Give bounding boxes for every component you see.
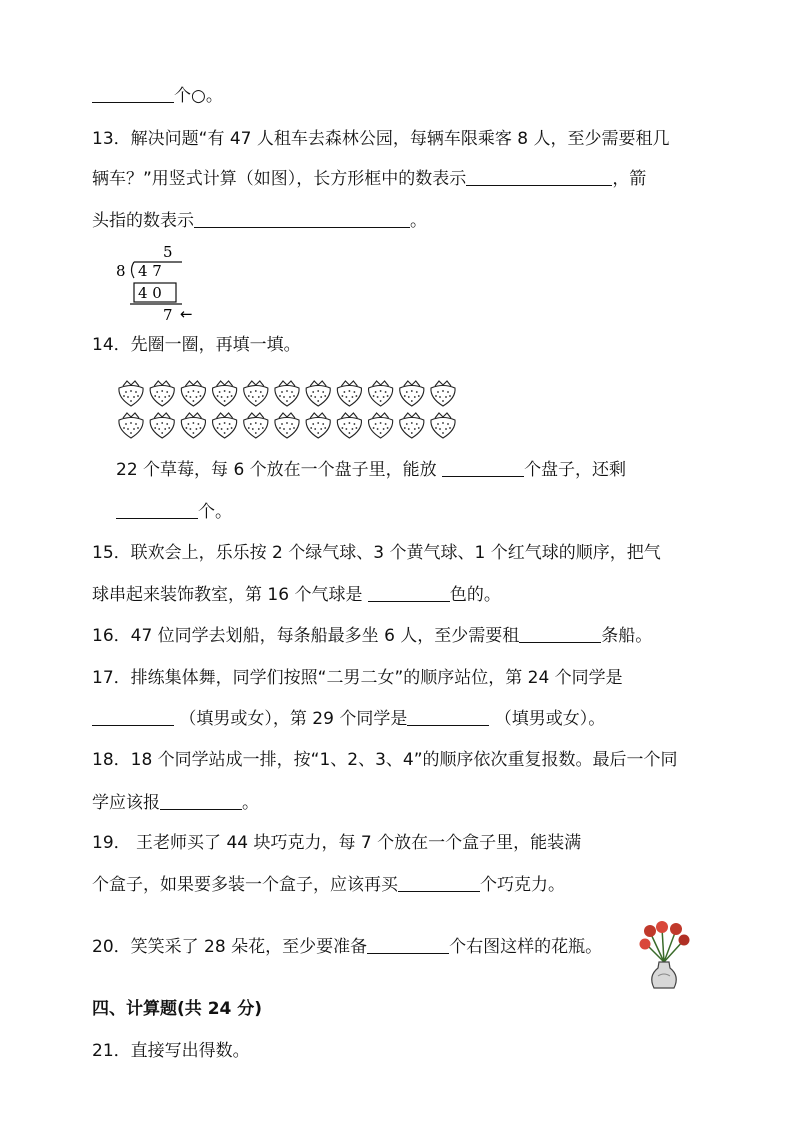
strawberry-icon bbox=[244, 381, 268, 406]
q15-line2-text-b: 色的。 bbox=[449, 585, 501, 605]
q19-line2-text-b: 个巧克力。 bbox=[480, 875, 565, 895]
division-quotient: 5 bbox=[163, 243, 173, 261]
q17-line2-text-b: （填男或女）。 bbox=[489, 709, 606, 729]
q13-line2-text-a: 辆车？”用竖式计算（如图），长方形框中的数表示 bbox=[92, 169, 467, 189]
q13-box-meaning-blank[interactable] bbox=[466, 167, 612, 186]
q16-line1-text-b: 条船。 bbox=[601, 626, 653, 646]
flower-bloom bbox=[644, 925, 656, 937]
division-bracket-curve bbox=[132, 262, 135, 278]
strawberry-icon bbox=[275, 413, 299, 438]
q15-color-blank[interactable] bbox=[368, 583, 450, 602]
flower-bloom bbox=[670, 923, 682, 935]
strawberry-icon bbox=[213, 381, 237, 406]
q20-line1 bbox=[92, 935, 602, 959]
strawberry-icon bbox=[150, 413, 174, 438]
q14-plates-blank[interactable] bbox=[442, 458, 524, 477]
section-4-title: 四、计算题(共 24 分) bbox=[92, 999, 263, 1019]
strawberry-icon bbox=[369, 413, 393, 438]
q12-tail-line bbox=[92, 84, 223, 108]
q13-line3-text-b: 。 bbox=[410, 211, 427, 231]
q20-line1-text-b: 个右图这样的花瓶。 bbox=[449, 937, 603, 957]
strawberry-icon bbox=[431, 381, 455, 406]
q17-line2-text-a: （填男或女），第 29 个同学是 bbox=[174, 709, 408, 729]
q17-24th-blank[interactable] bbox=[92, 707, 174, 726]
strawberry-icon bbox=[181, 413, 205, 438]
strawberry-icon bbox=[400, 413, 424, 438]
q19-line2-text-a: 个盒子，如果要多装一个盒子，应该再买 bbox=[92, 875, 398, 895]
flower-bloom bbox=[679, 935, 690, 946]
q20-line1-text-a: 20．笑笑采了 28 朵花，至少要准备 bbox=[92, 937, 368, 957]
q12-tail-text: 个○。 bbox=[174, 86, 223, 106]
strawberry-icon bbox=[244, 413, 268, 438]
strawberry-icon bbox=[306, 381, 330, 406]
strawberry-icon bbox=[400, 381, 424, 406]
strawberry-icon bbox=[337, 413, 361, 438]
division-product: 4 0 bbox=[138, 284, 162, 302]
strawberry-icon bbox=[181, 381, 205, 406]
q13-line3 bbox=[92, 209, 427, 233]
q20-vases-blank[interactable] bbox=[367, 935, 449, 954]
strawberry-icon bbox=[119, 413, 143, 438]
q18-line2 bbox=[92, 791, 259, 815]
q15-line1: 15．联欢会上，乐乐按 2 个绿气球、3 个黄气球、1 个红气球的顺序，把气 bbox=[92, 543, 661, 563]
q18-line2-text-b: 。 bbox=[242, 793, 259, 813]
q18-line1: 18．18 个同学站成一排，按“1、2、3、4”的顺序依次重复报数。最后一个同 bbox=[92, 750, 678, 770]
q16-line1 bbox=[92, 624, 652, 648]
q18-number-blank[interactable] bbox=[160, 791, 242, 810]
q13-line3-text-a: 头指的数表示 bbox=[92, 211, 194, 231]
division-divisor: 8 bbox=[116, 262, 126, 280]
q14-line1: 14．先圈一圈，再填一填。 bbox=[92, 335, 301, 355]
strawberry-icon bbox=[431, 413, 455, 438]
q17-line1: 17．排练集体舞，同学们按照“二男二女”的顺序站位，第 24 个同学是 bbox=[92, 668, 623, 688]
strawberry-icon bbox=[119, 381, 143, 406]
q19-line1: 19． 王老师买了 44 块巧克力，每 7 个放在一个盒子里，能装满 bbox=[92, 833, 582, 853]
flower-bloom bbox=[656, 921, 668, 933]
strawberry-grid bbox=[116, 376, 466, 440]
q14-line2 bbox=[116, 458, 626, 482]
strawberry-icon bbox=[213, 413, 237, 438]
strawberry-icon bbox=[275, 381, 299, 406]
q13-line2-text-b: ，箭 bbox=[612, 169, 647, 189]
q13-arrow-meaning-blank[interactable] bbox=[194, 209, 410, 228]
q16-line1-text-a: 16．47 位同学去划船，每条船最多坐 6 人，至少需要租 bbox=[92, 626, 520, 646]
strawberry-icon bbox=[150, 381, 174, 406]
q19-extra-blank[interactable] bbox=[398, 873, 480, 892]
division-arrow: ← bbox=[180, 305, 193, 323]
strawberry-icon bbox=[337, 381, 361, 406]
q17-29th-blank[interactable] bbox=[407, 707, 489, 726]
q17-line2 bbox=[92, 707, 605, 731]
flower-stem bbox=[664, 930, 676, 962]
q14-line2-text-b: 个盘子，还剩 bbox=[524, 460, 627, 480]
q15-line2 bbox=[92, 583, 501, 607]
q13-line2 bbox=[92, 167, 646, 191]
q13-line1: 13．解决问题“有 47 人租车去森林公园，每辆车限乘客 8 人，至少需要租几 bbox=[92, 129, 670, 149]
q19-line2 bbox=[92, 873, 565, 897]
long-division-figure bbox=[112, 240, 212, 324]
q21-line1: 21．直接写出得数。 bbox=[92, 1041, 250, 1061]
strawberry-icon bbox=[369, 381, 393, 406]
q15-line2-text-a: 球串起来装饰教室，第 16 个气球是 bbox=[92, 585, 368, 605]
division-remainder: 7 bbox=[163, 306, 173, 324]
q14-line2-text-a: 22 个草莓，每 6 个放在一个盘子里，能放 bbox=[116, 460, 443, 480]
division-dividend: 4 7 bbox=[138, 262, 162, 280]
strawberry-icon bbox=[306, 413, 330, 438]
q12-answer-blank[interactable] bbox=[92, 84, 174, 103]
q14-line3 bbox=[116, 500, 232, 524]
q14-remainder-blank[interactable] bbox=[116, 500, 198, 519]
q18-line2-text-a: 学应该报 bbox=[92, 793, 160, 813]
vase-body bbox=[652, 962, 677, 988]
q16-boats-blank[interactable] bbox=[519, 624, 601, 643]
q14-line3-text: 个。 bbox=[198, 502, 232, 522]
flower-vase-image bbox=[636, 918, 692, 992]
flower-bloom bbox=[640, 939, 651, 950]
